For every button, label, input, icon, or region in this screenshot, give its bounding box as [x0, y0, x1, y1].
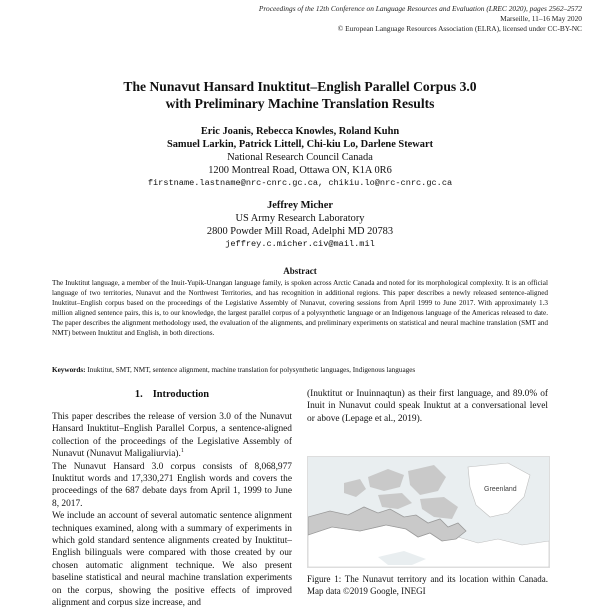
intro-paragraph-3: We include an account of several automatic sentence alignment techniques examined, along with a summary of experiments in which gold standard sentence alignments created by Inuktitut–English bilinguals were compared with those created by our chosen automatic alignment technique. We also present baseline statistical and neural machine translation experiments on the corpus, showing the positive effects of improved alignment and corpus size increase, and [52, 511, 292, 609]
intro-paragraph-1 [52, 411, 292, 461]
abstract-heading: Abstract [283, 266, 317, 276]
author-names-2: Samuel Larkin, Patrick Littell, Chi-kiu Lo, Darlene Stewart [166, 139, 434, 150]
title-line-1: The Nunavut Hansard Inuktitut–English Parallel Corpus 3.0 [123, 79, 477, 94]
author-email-2: jeffrey.c.micher.civ@mail.mil [225, 239, 375, 249]
paper-title [0, 78, 600, 112]
author-email-1: firstname.lastname@nrc-cnrc.gc.ca, chikiu.lo@nrc-cnrc.gc.ca [147, 178, 453, 188]
proceedings-header [259, 4, 582, 34]
author-names-1: Eric Joanis, Rebecca Knowles, Roland Kuhn [200, 126, 400, 137]
title-line-2: with Preliminary Machine Translation Results [165, 96, 435, 111]
intro-paragraph-2: The Nunavut Hansard 3.0 corpus consists of 8,068,977 Inuktitut words and 17,330,271 English words and covers the proceedings of the 687 debate days from April 1, 1999 to June 8, 2017. [52, 461, 292, 509]
keywords-label: Keywords: [52, 366, 86, 374]
figure-caption: Figure 1: The Nunavut territory and its location within Canada. Map data ©2019 Google, INEGI [307, 574, 548, 596]
author-address-2: 2800 Powder Mill Road, Adelphi MD 20783 [206, 226, 394, 237]
header-proceedings: Proceedings of the 12th Conference on Language Resources and Evaluation (LREC 2020), pages 2562–2572 [258, 4, 582, 13]
author-affiliation-1: National Research Council Canada [227, 152, 373, 163]
map-label-greenland: Greenland [484, 486, 517, 493]
footnote-marker: 1 [180, 448, 184, 455]
nunavut-map [308, 457, 549, 567]
left-column [52, 388, 292, 610]
section-heading-introduction [52, 388, 292, 402]
nunavut-map-figure [307, 456, 550, 568]
author-block-arl [0, 199, 600, 251]
abstract-text: The Inuktitut language, a member of the Inuit-Yupik-Unangan language family, is spoken across Arctic Canada and noted for its morphological complexity. It is an official language of two territories, Nunavut and the Northwest Territories, and has recognition in additional regions. This paper describes a newly released sentence-aligned Inuktitut–English corpus based on the proceedings of the Legislative Assembly of Nunavut, covering sessions from April 1999 to June 2017. With approximately 1.3 million aligned sentence pairs, this is, to our knowledge, the largest parallel corpus of a polysynthetic language or an Indigenous language of the Americas released to date. The paper describes the alignment methodology used, the evaluation of the alignments, and preliminary experiments on statistical and neural machine translation (SMT and NMT) between Inuktitut and English, in both directions. [52, 279, 548, 337]
header-copyright: © European Language Resources Association (ELRA), licensed under CC-BY-NC [337, 24, 582, 33]
author-block-nrc [0, 125, 600, 190]
section-number: 1. [134, 389, 143, 400]
keywords-line [52, 366, 548, 376]
keywords-text: Inuktitut, SMT, NMT, sentence alignment, machine translation for polysynthetic languages, Indigenous languages [85, 366, 416, 374]
author-address-1: 1200 Montreal Road, Ottawa ON, K1A 0R6 [208, 165, 392, 176]
header-location: Marseille, 11–16 May 2020 [500, 14, 582, 23]
right-column [307, 388, 548, 425]
intro-paragraph-1-text: This paper describes the release of version 3.0 of the Nunavut Hansard Inuktitut–English Parallel Corpus, a sentence-aligned collection of the proceedings of the Legislative Assembly of Nunavut (Nunavut Maligaliurvia). [52, 412, 292, 460]
author-affiliation-2: US Army Research Laboratory [235, 213, 365, 224]
right-column-paragraph: (Inuktitut or Inuinnaqtun) as their first language, and 89.0% of Inuit in Nunavut could speak Inuktut at a conversational level or above (Lepage et al., 2019). [307, 389, 548, 424]
section-title: Introduction [152, 389, 210, 400]
author-name-2: Jeffrey Micher [267, 200, 333, 211]
